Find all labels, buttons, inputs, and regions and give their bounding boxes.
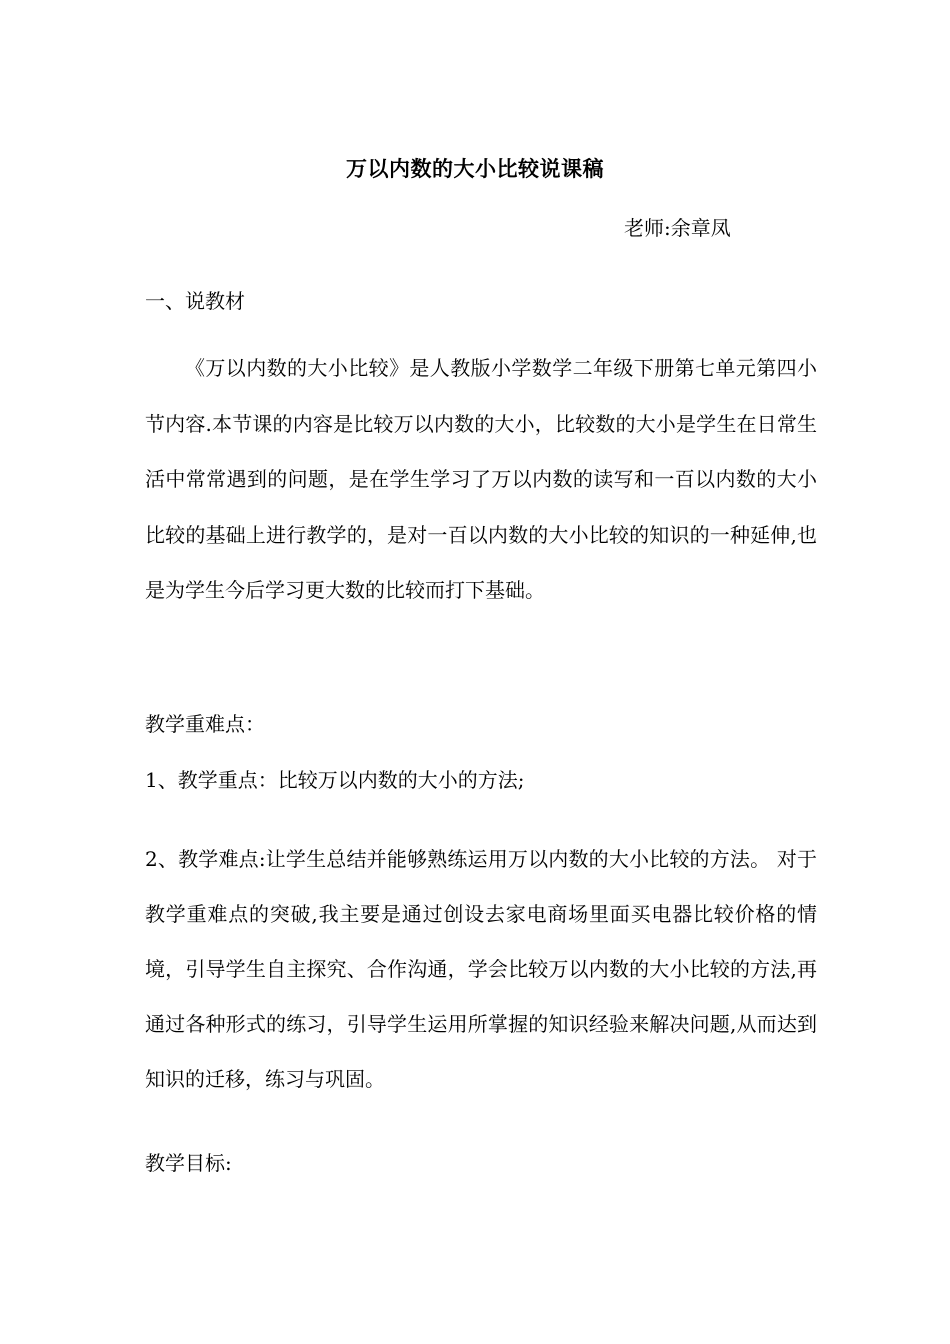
author-line: 老师:余章凤 [624, 216, 731, 240]
key-point-1: 1、教学重点：比较万以内数的大小的方法; [145, 768, 525, 792]
key-point-2: 2、教学难点:让学生总结并能够熟练运用万以内数的大小比较的方法。 对于教学重难点的突破,我主要是通过创设去家电商场里面买电器比较价格的情境，引导学生自主探究、合作沟通，学会比较万以内数的大小比较的方法,再通过各种形式的练习，引导学生运用所掌握的知识经验来解决问题,从而达到知识的迁移，练习与巩固。 [145, 847, 817, 1091]
section-heading-teaching-material: 一、说教材 [145, 289, 245, 313]
teaching-material-paragraph: 《万以内数的大小比较》是人教版小学数学二年级下册第七单元第四小节内容.本节课的内容是比较万以内数的大小，比较数的大小是学生在日常生活中常常遇到的问题，是在学生学习了万以内数的读写和一百以内数的大小比较的基础上进行教学的，是对一百以内数的大小比较的知识的一种延伸,也是为学生今后学习更大数的比较而打下基础。 [145, 356, 817, 602]
objectives-heading: 教学目标: [145, 1151, 232, 1175]
key-points-heading: 教学重难点： [145, 712, 265, 736]
document-title: 万以内数的大小比较说课稿 [346, 157, 604, 181]
